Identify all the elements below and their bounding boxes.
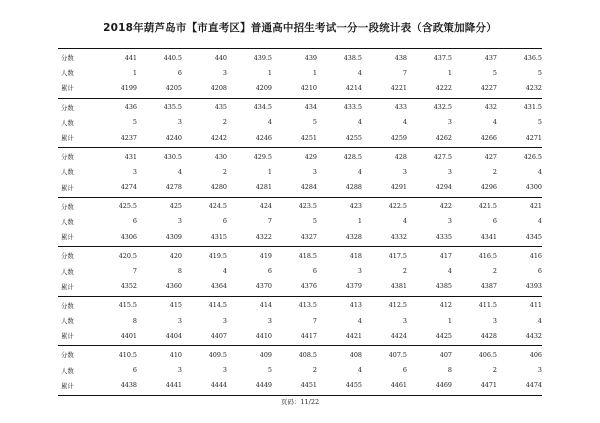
table-cell: 4288 <box>345 183 362 192</box>
table-cell: 4449 <box>255 381 272 390</box>
table-cell: 4221 <box>390 83 407 92</box>
table-cell: 4376 <box>300 282 317 291</box>
table-cell: 4210 <box>300 83 317 92</box>
row-label: 人数 <box>61 317 74 326</box>
score-row <box>58 248 542 263</box>
table-cell: 4 <box>537 217 542 226</box>
table-cell: 4 <box>537 316 542 325</box>
table-cell: 3 <box>447 118 452 127</box>
table-cell: 4222 <box>435 83 452 92</box>
score-row <box>58 100 542 115</box>
table-cell: 4444 <box>210 381 227 390</box>
page-title: 2018年葫芦岛市【市直考区】普通高中招生考试一分一段统计表（含政策加降分） <box>103 22 497 34</box>
table-cell: 417 <box>439 251 452 260</box>
table-cell: 4246 <box>255 133 272 142</box>
table-cell: 3 <box>312 167 317 176</box>
table-cell: 4407 <box>210 331 227 340</box>
table-cell: 4 <box>267 118 272 127</box>
table-cell: 3 <box>357 267 362 276</box>
table-cell: 4335 <box>435 232 452 241</box>
table-cell: 6 <box>492 217 497 226</box>
table-cell: 1 <box>267 167 272 176</box>
table-cell: 3 <box>222 366 227 375</box>
table-cell: 6 <box>132 217 137 226</box>
table-cell: 4294 <box>435 183 452 192</box>
table-cell: 3 <box>492 316 497 325</box>
table-cell: 4341 <box>480 232 497 241</box>
row-label: 分数 <box>61 252 74 261</box>
table-cell: 440.5 <box>163 53 182 62</box>
table-cell: 4251 <box>300 133 317 142</box>
table-cell: 4 <box>357 118 362 127</box>
table-cell: 429 <box>304 152 317 161</box>
table-cell: 406 <box>529 350 542 359</box>
table-cell: 4214 <box>345 83 362 92</box>
table-cell: 4332 <box>390 232 407 241</box>
table-cell: 3 <box>447 167 452 176</box>
row-label: 人数 <box>61 267 74 276</box>
table-cell: 4428 <box>480 331 497 340</box>
table-cell: 428.5 <box>343 152 362 161</box>
table-cell: 3 <box>177 316 182 325</box>
table-cell: 4345 <box>525 232 542 241</box>
table-cell: 424 <box>259 202 272 211</box>
table-cell: 419 <box>259 251 272 260</box>
table-cell: 4296 <box>480 183 497 192</box>
table-cell: 6 <box>132 366 137 375</box>
table-cell: 440 <box>214 53 227 62</box>
table-cell: 425.5 <box>118 202 137 211</box>
table-cell: 4432 <box>525 331 542 340</box>
table-cell: 3 <box>222 68 227 77</box>
row-label: 人数 <box>61 168 74 177</box>
row-label: 分数 <box>61 103 74 112</box>
table-cell: 8 <box>177 267 182 276</box>
table-cell: 2 <box>492 366 497 375</box>
table-cell: 5 <box>537 118 542 127</box>
table-cell: 4 <box>402 217 407 226</box>
table-cell: 4284 <box>300 183 317 192</box>
table-cell: 424.5 <box>208 202 227 211</box>
table-cell: 4309 <box>165 232 182 241</box>
table-cell: 416.5 <box>478 251 497 260</box>
table-block <box>58 198 542 248</box>
score-row <box>58 347 542 362</box>
row-label: 累计 <box>61 332 74 341</box>
cumulative-row <box>58 229 542 244</box>
table-cell: 414 <box>259 301 272 310</box>
row-label: 人数 <box>61 118 74 127</box>
count-row <box>58 313 542 328</box>
table-cell: 3 <box>222 316 227 325</box>
table-cell: 3 <box>402 167 407 176</box>
table-cell: 1 <box>132 68 137 77</box>
table-cell: 430.5 <box>163 152 182 161</box>
table-cell: 4364 <box>210 282 227 291</box>
score-row <box>58 199 542 214</box>
table-cell: 434 <box>304 103 317 112</box>
table-cell: 4461 <box>390 381 407 390</box>
table-cell: 5 <box>537 68 542 77</box>
table-cell: 4352 <box>120 282 137 291</box>
table-cell: 418 <box>349 251 362 260</box>
table-cell: 421 <box>529 202 542 211</box>
table-cell: 4455 <box>345 381 362 390</box>
count-row <box>58 65 542 80</box>
row-label: 累计 <box>61 381 74 390</box>
table-cell: 422 <box>439 202 452 211</box>
table-cell: 430 <box>214 152 227 161</box>
table-cell: 423.5 <box>298 202 317 211</box>
table-cell: 409.5 <box>208 350 227 359</box>
table-cell: 432 <box>484 103 497 112</box>
table-cell: 4232 <box>525 83 542 92</box>
table-cell: 3 <box>177 366 182 375</box>
row-label: 人数 <box>61 217 74 226</box>
table-cell: 2 <box>222 118 227 127</box>
table-cell: 3 <box>537 366 542 375</box>
table-cell: 6 <box>267 267 272 276</box>
row-label: 累计 <box>61 282 74 291</box>
table-cell: 436 <box>124 103 137 112</box>
row-label: 人数 <box>61 69 74 78</box>
table-cell: 437.5 <box>433 53 452 62</box>
table-cell: 415.5 <box>118 301 137 310</box>
table-cell: 4474 <box>525 381 542 390</box>
row-label: 累计 <box>61 233 74 242</box>
table-cell: 2 <box>492 267 497 276</box>
table-cell: 4 <box>492 118 497 127</box>
table-cell: 4387 <box>480 282 497 291</box>
score-row <box>58 50 542 65</box>
table-cell: 7 <box>132 267 137 276</box>
table-cell: 4237 <box>120 133 137 142</box>
table-cell: 8 <box>447 366 452 375</box>
table-cell: 427.5 <box>433 152 452 161</box>
table-cell: 2 <box>222 167 227 176</box>
table-cell: 4 <box>357 167 362 176</box>
table-cell: 411 <box>529 301 542 310</box>
table-cell: 421.5 <box>478 202 497 211</box>
cumulative-row <box>58 180 542 195</box>
table-cell: 4 <box>222 267 227 276</box>
row-label: 累计 <box>61 84 74 93</box>
table-cell: 406.5 <box>478 350 497 359</box>
table-cell: 409 <box>259 350 272 359</box>
row-label: 分数 <box>61 301 74 310</box>
table-cell: 4370 <box>255 282 272 291</box>
table-cell: 425 <box>169 202 182 211</box>
row-label: 累计 <box>61 134 74 143</box>
table-cell: 441 <box>124 53 137 62</box>
cumulative-row <box>58 328 542 343</box>
table-cell: 3 <box>447 217 452 226</box>
table-cell: 416 <box>529 251 542 260</box>
table-cell: 4205 <box>165 83 182 92</box>
table-cell: 4278 <box>165 183 182 192</box>
table-cell: 4 <box>402 118 407 127</box>
table-cell: 3 <box>267 316 272 325</box>
table-cell: 412 <box>439 301 452 310</box>
table-cell: 3 <box>402 316 407 325</box>
table-cell: 1 <box>357 217 362 226</box>
table-cell: 426.5 <box>523 152 542 161</box>
table-cell: 8 <box>132 316 137 325</box>
table-cell: 435 <box>214 103 227 112</box>
table-cell: 4 <box>177 167 182 176</box>
table-block <box>58 297 542 347</box>
table-block <box>58 346 542 396</box>
table-cell: 1 <box>447 68 452 77</box>
table-cell: 434.5 <box>253 103 272 112</box>
table-cell: 5 <box>312 217 317 226</box>
cumulative-row <box>58 279 542 294</box>
table-cell: 4469 <box>435 381 452 390</box>
table-cell: 4 <box>357 366 362 375</box>
table-cell: 5 <box>132 118 137 127</box>
count-row <box>58 263 542 278</box>
table-cell: 439 <box>304 53 317 62</box>
table-cell: 4393 <box>525 282 542 291</box>
table-cell: 4401 <box>120 331 137 340</box>
table-cell: 1 <box>447 316 452 325</box>
table-cell: 2 <box>312 366 317 375</box>
table-cell: 4471 <box>480 381 497 390</box>
count-row <box>58 164 542 179</box>
cumulative-row <box>58 378 542 393</box>
score-distribution-table <box>58 48 542 396</box>
page-number: 页码：11/22 <box>280 398 320 406</box>
table-cell: 435.5 <box>163 103 182 112</box>
table-cell: 4242 <box>210 133 227 142</box>
table-cell: 4266 <box>480 133 497 142</box>
table-cell: 3 <box>132 167 137 176</box>
row-label: 累计 <box>61 183 74 192</box>
table-cell: 431.5 <box>523 103 542 112</box>
table-cell: 415 <box>169 301 182 310</box>
table-cell: 433.5 <box>343 103 362 112</box>
table-cell: 413.5 <box>298 301 317 310</box>
table-cell: 4424 <box>390 331 407 340</box>
table-cell: 408.5 <box>298 350 317 359</box>
table-cell: 3 <box>177 217 182 226</box>
table-block <box>58 49 542 99</box>
table-cell: 4259 <box>390 133 407 142</box>
table-cell: 437 <box>484 53 497 62</box>
table-cell: 407 <box>439 350 452 359</box>
table-cell: 408 <box>349 350 362 359</box>
table-cell: 4421 <box>345 331 362 340</box>
score-row <box>58 298 542 313</box>
table-cell: 4327 <box>300 232 317 241</box>
count-row <box>58 115 542 130</box>
table-cell: 4 <box>357 68 362 77</box>
table-cell: 3 <box>177 118 182 127</box>
table-cell: 4208 <box>210 83 227 92</box>
table-cell: 4315 <box>210 232 227 241</box>
table-cell: 427 <box>484 152 497 161</box>
cumulative-row <box>58 130 542 145</box>
table-cell: 438.5 <box>343 53 362 62</box>
table-cell: 4271 <box>525 133 542 142</box>
table-cell: 6 <box>537 267 542 276</box>
table-cell: 4291 <box>390 183 407 192</box>
table-cell: 4255 <box>345 133 362 142</box>
table-cell: 4 <box>357 316 362 325</box>
table-cell: 5 <box>312 118 317 127</box>
table-cell: 4209 <box>255 83 272 92</box>
table-cell: 4280 <box>210 183 227 192</box>
row-label: 分数 <box>61 351 74 360</box>
table-cell: 7 <box>402 68 407 77</box>
table-cell: 420 <box>169 251 182 260</box>
table-cell: 6 <box>222 217 227 226</box>
table-cell: 412.5 <box>388 301 407 310</box>
table-cell: 429.5 <box>253 152 272 161</box>
table-cell: 432.5 <box>433 103 452 112</box>
table-cell: 423 <box>349 202 362 211</box>
table-cell: 4306 <box>120 232 137 241</box>
table-cell: 431 <box>124 152 137 161</box>
table-block <box>58 247 542 297</box>
table-cell: 4300 <box>525 183 542 192</box>
table-cell: 6 <box>312 267 317 276</box>
table-cell: 6 <box>402 366 407 375</box>
count-row <box>58 214 542 229</box>
table-cell: 4227 <box>480 83 497 92</box>
table-cell: 2 <box>492 167 497 176</box>
table-cell: 428 <box>394 152 407 161</box>
table-cell: 4328 <box>345 232 362 241</box>
table-cell: 4410 <box>255 331 272 340</box>
table-cell: 6 <box>177 68 182 77</box>
count-row <box>58 363 542 378</box>
table-cell: 4 <box>447 267 452 276</box>
table-cell: 4262 <box>435 133 452 142</box>
table-cell: 7 <box>312 316 317 325</box>
table-cell: 4274 <box>120 183 137 192</box>
table-cell: 1 <box>267 68 272 77</box>
table-cell: 414.5 <box>208 301 227 310</box>
table-cell: 5 <box>492 68 497 77</box>
table-cell: 4404 <box>165 331 182 340</box>
table-cell: 438 <box>394 53 407 62</box>
table-cell: 407.5 <box>388 350 407 359</box>
table-cell: 410 <box>169 350 182 359</box>
table-cell: 410.5 <box>118 350 137 359</box>
table-cell: 419.5 <box>208 251 227 260</box>
table-cell: 411.5 <box>478 301 497 310</box>
table-cell: 1 <box>312 68 317 77</box>
table-cell: 4438 <box>120 381 137 390</box>
table-cell: 4322 <box>255 232 272 241</box>
table-cell: 417.5 <box>388 251 407 260</box>
row-label: 分数 <box>61 54 74 63</box>
table-cell: 439.5 <box>253 53 272 62</box>
table-cell: 413 <box>349 301 362 310</box>
cumulative-row <box>58 80 542 95</box>
table-cell: 4379 <box>345 282 362 291</box>
table-cell: 4441 <box>165 381 182 390</box>
table-cell: 4385 <box>435 282 452 291</box>
table-cell: 4199 <box>120 83 137 92</box>
table-cell: 2 <box>402 267 407 276</box>
table-cell: 4281 <box>255 183 272 192</box>
table-cell: 4360 <box>165 282 182 291</box>
table-cell: 436.5 <box>523 53 542 62</box>
table-cell: 4425 <box>435 331 452 340</box>
table-block <box>58 99 542 149</box>
table-block <box>58 148 542 198</box>
table-cell: 4 <box>537 167 542 176</box>
row-label: 分数 <box>61 202 74 211</box>
row-label: 分数 <box>61 153 74 162</box>
row-label: 人数 <box>61 366 74 375</box>
table-cell: 4240 <box>165 133 182 142</box>
score-row <box>58 149 542 164</box>
table-cell: 4417 <box>300 331 317 340</box>
table-cell: 7 <box>267 217 272 226</box>
table-cell: 433 <box>394 103 407 112</box>
table-cell: 5 <box>267 366 272 375</box>
table-cell: 4451 <box>300 381 317 390</box>
table-cell: 4381 <box>390 282 407 291</box>
table-cell: 422.5 <box>388 202 407 211</box>
table-cell: 418.5 <box>298 251 317 260</box>
table-cell: 420.5 <box>118 251 137 260</box>
